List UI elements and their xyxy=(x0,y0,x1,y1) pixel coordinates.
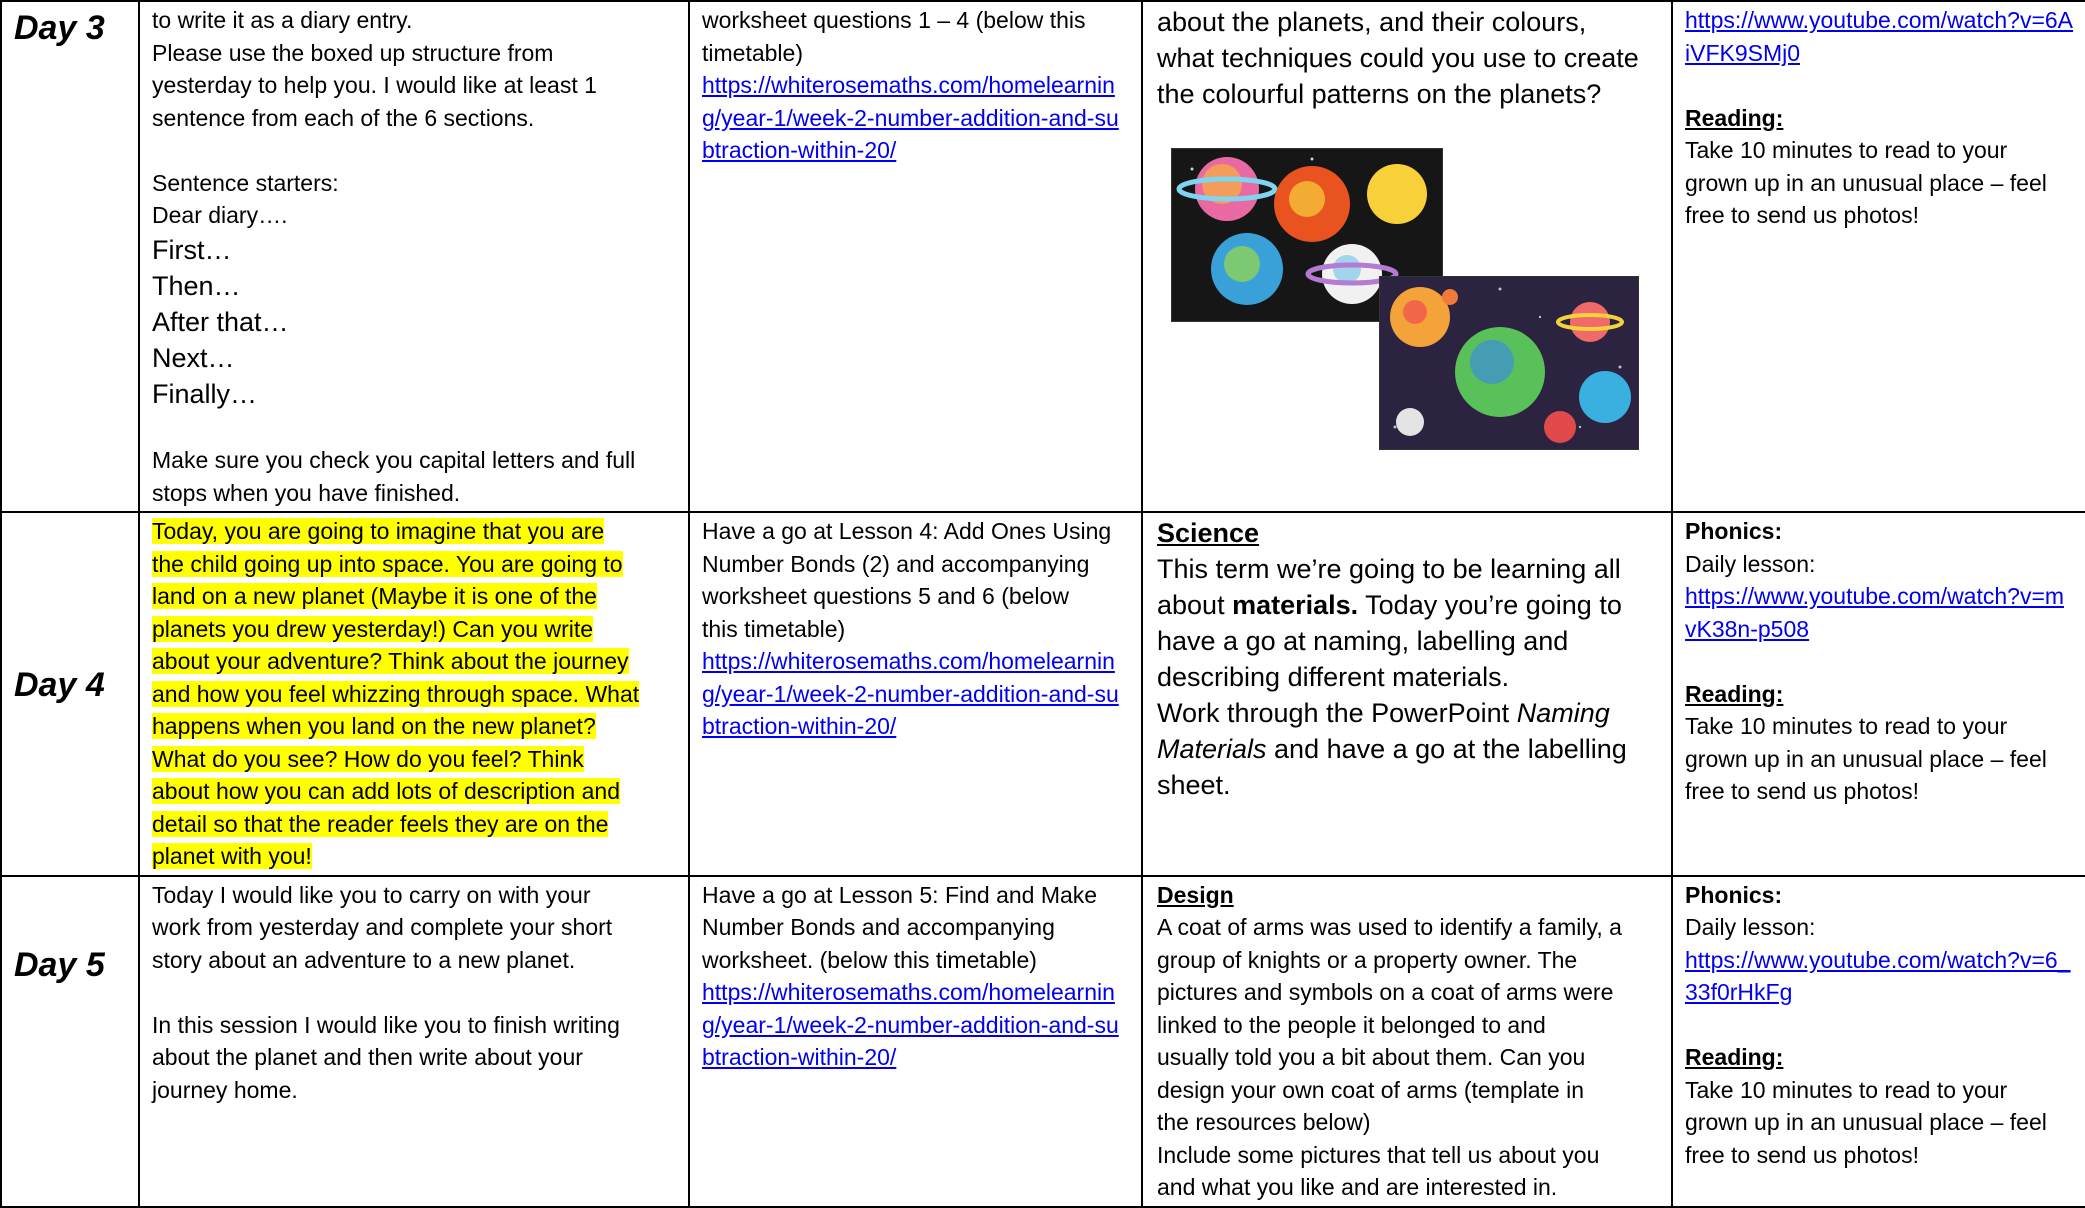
starter-line: Then… xyxy=(152,270,241,301)
day-label: Day 3 xyxy=(14,9,105,47)
highlighted-text: happens when you land on the new planet? xyxy=(152,713,596,739)
phonics-heading: Phonics: xyxy=(1685,518,1783,544)
text-line xyxy=(1157,731,1659,767)
text-fragment: Work through the PowerPoint xyxy=(1157,698,1517,728)
text-fragment: Today you’re going to xyxy=(1358,590,1622,620)
highlighted-text: the child going up into space. You are going to xyxy=(152,550,623,577)
text-line: to write it as a diary entry. xyxy=(152,7,413,33)
highlighted-text: about how you can add lots of description and xyxy=(152,778,620,804)
text-line: Please use the boxed up structure from xyxy=(152,39,554,66)
text-line: free to send us photos! xyxy=(1685,1141,1919,1168)
highlighted-text: planet with you! xyxy=(152,843,312,869)
reading-heading: Reading: xyxy=(1685,680,1784,707)
text-line: what techniques could you use to create xyxy=(1157,43,1639,73)
text-line: Number Bonds (2) and accompanying xyxy=(702,550,1090,577)
day-cell xyxy=(1,512,139,876)
text-line xyxy=(152,613,676,646)
text-line: Take 10 minutes to read to your xyxy=(1685,713,2008,739)
text-line: worksheet. (below this timetable) xyxy=(702,946,1037,973)
timetable-row-day3 xyxy=(1,1,2085,512)
text-line: Take 10 minutes to read to your xyxy=(1685,1076,2008,1103)
reading-heading: Reading: xyxy=(1685,104,1784,131)
text-line xyxy=(152,808,676,841)
english-cell xyxy=(139,876,689,1207)
text-line: this timetable) xyxy=(702,615,846,642)
spacer xyxy=(1685,645,2073,678)
topic-heading: Design xyxy=(1157,881,1234,908)
text-line: the resources below) xyxy=(1157,1109,1371,1135)
reading-heading: Reading: xyxy=(1685,1044,1784,1070)
maths-cell xyxy=(689,512,1142,876)
topic-heading: Science xyxy=(1157,518,1260,548)
maths-cell xyxy=(689,1,1142,512)
text-line: worksheet questions 5 and 6 (below xyxy=(702,583,1069,609)
daily-lesson-label: Daily lesson: xyxy=(1685,914,1816,940)
text-fragment: and have a go at the labelling xyxy=(1266,734,1627,764)
text-line xyxy=(152,678,676,711)
text-line xyxy=(152,515,676,548)
spacer xyxy=(152,412,676,445)
text-line: free to send us photos! xyxy=(1685,778,1919,804)
maths-cell xyxy=(689,876,1142,1207)
text-line: design your own coat of arms (template in xyxy=(1157,1076,1584,1103)
highlighted-text: and how you feel whizzing through space. What xyxy=(152,680,640,707)
highlighted-text: detail so that the reader feels they are on the xyxy=(152,810,609,837)
maths-link[interactable]: https://whiterosemaths.com/homelearning/year-1/week-2-number-addition-and-subtraction-within-20/ xyxy=(702,979,1119,1070)
text-line: sheet. xyxy=(1157,770,1231,800)
highlighted-text: What do you see? How do you feel? Think xyxy=(152,745,584,772)
text-line: work from yesterday and complete your short xyxy=(152,914,613,940)
phonics-link[interactable]: https://www.youtube.com/watch?v=6AiVFK9SMj0 xyxy=(1685,7,2074,66)
text-line xyxy=(152,840,676,873)
text-line: grown up in an unusual place – feel xyxy=(1685,169,2047,196)
text-line: Number Bonds and accompanying xyxy=(702,914,1055,940)
text-line: grown up in an unusual place – feel xyxy=(1685,745,2047,772)
spacer xyxy=(1685,69,2073,102)
text-line xyxy=(152,710,676,743)
text-line xyxy=(152,743,676,776)
text-line: story about an adventure to a new planet. xyxy=(152,946,576,973)
text-line: Take 10 minutes to read to your xyxy=(1685,137,2008,163)
starter-line: After that… xyxy=(152,306,289,337)
text-line xyxy=(1157,695,1659,731)
starters-heading: Sentence starters: xyxy=(152,169,339,196)
text-fragment: about xyxy=(1157,590,1233,620)
italic-text: Materials xyxy=(1157,734,1267,764)
text-line xyxy=(1157,587,1659,623)
topic-cell xyxy=(1142,876,1672,1207)
day-cell xyxy=(1,1,139,512)
phonics-cell xyxy=(1672,512,2085,876)
text-line: linked to the people it belonged to and xyxy=(1157,1011,1546,1038)
bold-text: materials. xyxy=(1232,590,1359,620)
spacer xyxy=(152,134,676,167)
text-line xyxy=(152,775,676,808)
text-line: Make sure you check you capital letters and full xyxy=(152,447,636,473)
phonics-link[interactable]: https://www.youtube.com/watch?v=mvK38n-p508 xyxy=(1685,583,2065,642)
italic-text: Naming xyxy=(1516,698,1610,728)
text-line: free to send us photos! xyxy=(1685,202,1919,228)
text-line: journey home. xyxy=(152,1076,298,1103)
english-cell xyxy=(139,1,689,512)
day-cell xyxy=(1,876,139,1207)
english-cell xyxy=(139,512,689,876)
phonics-cell xyxy=(1672,1,2085,512)
phonics-heading: Phonics: xyxy=(1685,881,1783,908)
text-line: Include some pictures that tell us about you xyxy=(1157,1141,1600,1168)
text-line: Today I would like you to carry on with your xyxy=(152,881,591,908)
highlighted-text: planets you drew yesterday!) Can you write xyxy=(152,615,594,642)
text-line: This term we’re going to be learning all xyxy=(1157,554,1621,584)
text-line xyxy=(152,580,676,613)
maths-link[interactable]: https://whiterosemaths.com/homelearning/year-1/week-2-number-addition-and-subtraction-within-20/ xyxy=(702,72,1119,163)
timetable-row-day4 xyxy=(1,512,2085,876)
spacer xyxy=(1685,1009,2073,1042)
starter-line: Finally… xyxy=(152,378,258,409)
text-line: group of knights or a property owner. The xyxy=(1157,946,1578,973)
text-line: about the planet and then write about your xyxy=(152,1044,583,1070)
text-line: worksheet questions 1 – 4 (below this xyxy=(702,7,1086,33)
text-line: timetable) xyxy=(702,39,803,66)
text-line: In this session I would like you to finish writing xyxy=(152,1011,620,1038)
text-line: have a go at naming, labelling and xyxy=(1157,626,1569,656)
text-line: and what you like and are interested in. xyxy=(1157,1174,1558,1200)
day-label: Day 4 xyxy=(14,665,105,704)
text-line xyxy=(152,645,676,678)
text-line: grown up in an unusual place – feel xyxy=(1685,1109,2047,1135)
planets-image-2 xyxy=(1379,276,1639,450)
highlighted-text: land on a new planet (Maybe it is one of the xyxy=(152,583,597,609)
text-line: Have a go at Lesson 4: Add Ones Using xyxy=(702,518,1112,544)
starter-line: Dear diary…. xyxy=(152,202,288,228)
maths-link[interactable]: https://whiterosemaths.com/homelearning/year-1/week-2-number-addition-and-subtraction-within-20/ xyxy=(702,648,1119,739)
phonics-link[interactable]: https://www.youtube.com/watch?v=6_33f0rHkFg xyxy=(1685,946,2071,1005)
spacer xyxy=(152,976,676,1009)
timetable-row-day5 xyxy=(1,876,2085,1207)
text-line: Have a go at Lesson 5: Find and Make xyxy=(702,881,1098,908)
text-line xyxy=(152,548,676,581)
starter-line: Next… xyxy=(152,342,235,373)
starter-line: First… xyxy=(152,234,232,265)
phonics-cell xyxy=(1672,876,2085,1207)
text-line: sentence from each of the 6 sections. xyxy=(152,104,535,131)
text-line: yesterday to help you. I would like at least 1 xyxy=(152,72,597,98)
highlighted-text: Today, you are going to imagine that you are xyxy=(152,518,605,544)
text-line: stops when you have finished. xyxy=(152,479,461,506)
planet-artwork xyxy=(1157,148,1659,468)
text-line: pictures and symbols on a coat of arms were xyxy=(1157,979,1614,1005)
day-label: Day 5 xyxy=(14,945,105,984)
topic-cell xyxy=(1142,1,1672,512)
text-line: the colourful patterns on the planets? xyxy=(1157,79,1602,109)
topic-cell xyxy=(1142,512,1672,876)
daily-lesson-label: Daily lesson: xyxy=(1685,550,1816,577)
text-line: about the planets, and their colours, xyxy=(1157,7,1587,37)
text-line: describing different materials. xyxy=(1157,662,1510,692)
text-line: usually told you a bit about them. Can you xyxy=(1157,1044,1586,1070)
highlighted-text: about your adventure? Think about the journey xyxy=(152,648,629,674)
text-line: A coat of arms was used to identify a family, a xyxy=(1157,914,1622,940)
